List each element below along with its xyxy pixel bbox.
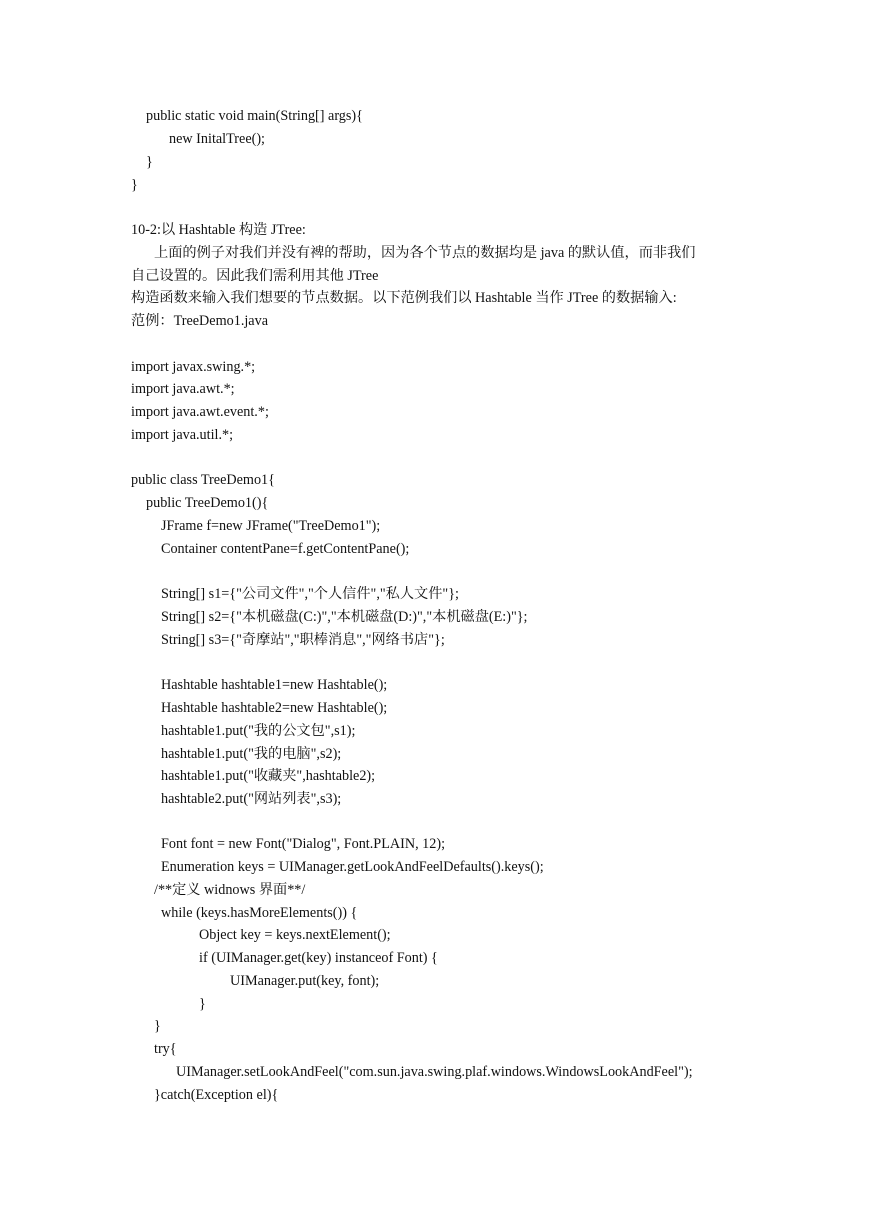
- code-line: hashtable1.put("我的公文包",s1);: [161, 723, 356, 739]
- code-comment: /**定义 widnows 界面**/: [154, 882, 306, 898]
- code-line: import javax.swing.*;: [131, 359, 256, 375]
- code-line: public class TreeDemo1{: [131, 472, 275, 488]
- code-line: try{: [154, 1041, 177, 1057]
- paragraph-line: 上面的例子对我们并没有裨的帮助，因为各个节点的数据均是 java 的默认值，而非我们: [154, 245, 696, 261]
- code-line: }: [131, 177, 138, 193]
- code-line: }catch(Exception el){: [154, 1087, 279, 1103]
- code-line: import java.awt.event.*;: [131, 404, 269, 420]
- code-line: }: [154, 1018, 161, 1034]
- code-line: Enumeration keys = UIManager.getLookAndFeelDefaults().keys();: [161, 859, 544, 875]
- code-line: Container contentPane=f.getContentPane();: [161, 541, 410, 557]
- code-line: Object key = keys.nextElement();: [199, 927, 391, 943]
- code-line: String[] s2={"本机磁盘(C:)","本机磁盘(D:)","本机磁盘(E:)"};: [161, 609, 528, 625]
- code-line: hashtable1.put("收藏夹",hashtable2);: [161, 768, 376, 784]
- code-line: Font font = new Font("Dialog", Font.PLAIN, 12);: [161, 836, 446, 852]
- code-line: import java.awt.*;: [131, 381, 235, 397]
- code-line: String[] s1={"公司文件","个人信件","私人文件"};: [161, 586, 459, 602]
- paragraph-line: 自己设置的。因此我们需利用其他 JTree: [131, 268, 379, 284]
- code-line: hashtable1.put("我的电脑",s2);: [161, 746, 342, 762]
- example-label: 范例：TreeDemo1.java: [131, 313, 268, 329]
- code-line: public static void main(String[] args){: [146, 108, 363, 124]
- code-line: new InitalTree();: [169, 131, 266, 147]
- code-line: JFrame f=new JFrame("TreeDemo1");: [161, 518, 381, 534]
- code-line: hashtable2.put("网站列表",s3);: [161, 791, 342, 807]
- code-line: if (UIManager.get(key) instanceof Font) {: [199, 950, 438, 966]
- code-line: Hashtable hashtable1=new Hashtable();: [161, 677, 388, 693]
- paragraph-line: 构造函数来输入我们想要的节点数据。以下范例我们以 Hashtable 当作 JTree 的数据输入:: [131, 290, 677, 306]
- code-line: while (keys.hasMoreElements()) {: [161, 905, 358, 921]
- code-line: }: [199, 996, 206, 1012]
- code-line: String[] s3={"奇摩站","职棒消息","网络书店"};: [161, 632, 445, 648]
- code-line: UIManager.setLookAndFeel("com.sun.java.swing.plaf.windows.WindowsLookAndFeel");: [176, 1064, 693, 1080]
- code-line: }: [146, 154, 153, 170]
- code-line: public TreeDemo1(){: [146, 495, 269, 511]
- code-line: Hashtable hashtable2=new Hashtable();: [161, 700, 388, 716]
- code-line: UIManager.put(key, font);: [230, 973, 380, 989]
- section-heading: 10-2:以 Hashtable 构造 JTree:: [131, 222, 306, 238]
- code-line: import java.util.*;: [131, 427, 234, 443]
